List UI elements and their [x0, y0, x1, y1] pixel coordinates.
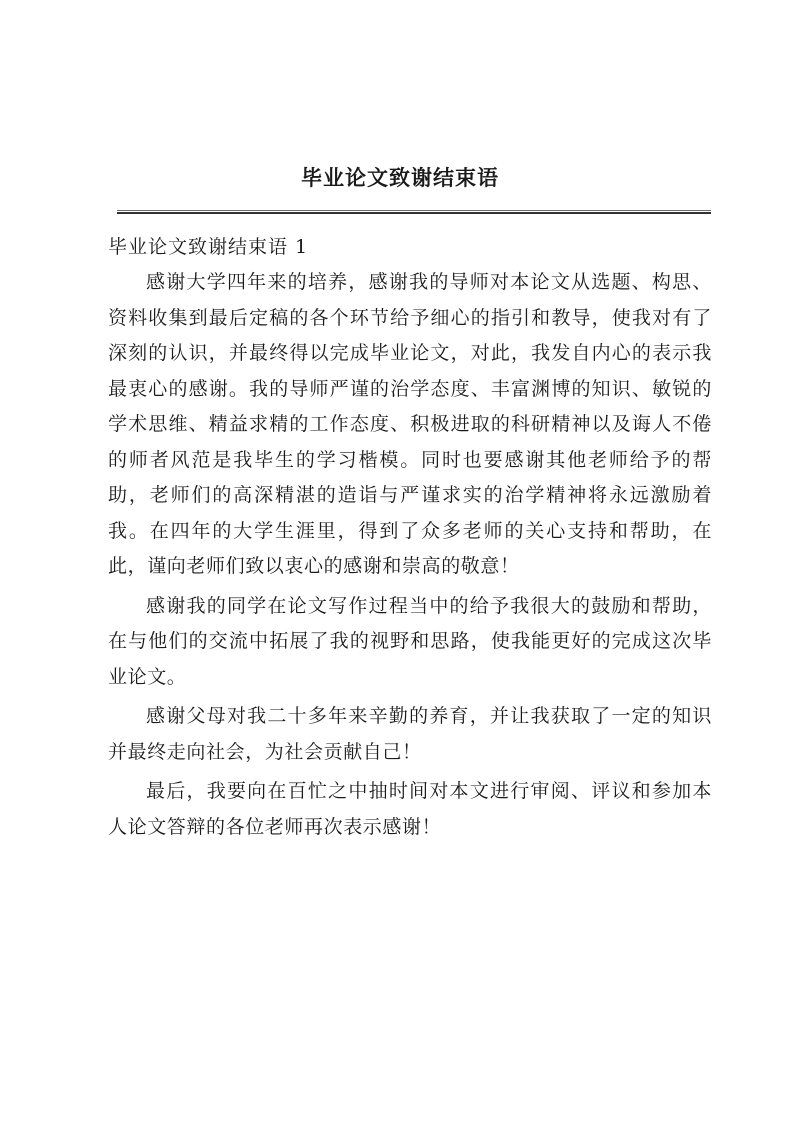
- paragraph-1: 感谢大学四年来的培养，感谢我的导师对本论文从选题、构思、资料收集到最后定稿的各个环节给予细心的指引和教导，使我对有了深刻的认识，并最终得以完成毕业论文，对此，我发自内心的表示我最衷心的感谢。我的导师严谨的治学态度、丰富渊博的知识、敏锐的学术思维、精益求精的工作态度、积极进取的科研精神以及诲人不倦的师者风范是我毕生的学习楷模。同时也要感谢其他老师给予的帮助，老师们的高深精湛的造诣与严谨求实的治学精神将永远激励着我。在四年的大学生涯里，得到了众多老师的关心支持和帮助，在此，谨向老师们致以衷心的感谢和崇高的敬意！: [108, 271, 712, 577]
- paragraph-2: 感谢我的同学在论文写作过程当中的给予我很大的鼓励和帮助，在与他们的交流中拓展了我的视野和思路，使我能更好的完成这次毕业论文。: [108, 594, 712, 688]
- section-heading: 毕业论文致谢结束语 1: [108, 236, 309, 258]
- document-body: [108, 229, 712, 849]
- paragraph-4: 最后，我要向在百忙之中抽时间对本文进行审阅、评议和参加本人论文答辩的各位老师再次表示感谢！: [108, 780, 712, 838]
- paragraph-3: 感谢父母对我二十多年来辛勤的养育，并让我获取了一定的知识并最终走向社会，为社会贡献自己！: [108, 705, 712, 763]
- title-divider: [117, 210, 711, 214]
- document-title: 毕业论文致谢结束语: [301, 165, 499, 190]
